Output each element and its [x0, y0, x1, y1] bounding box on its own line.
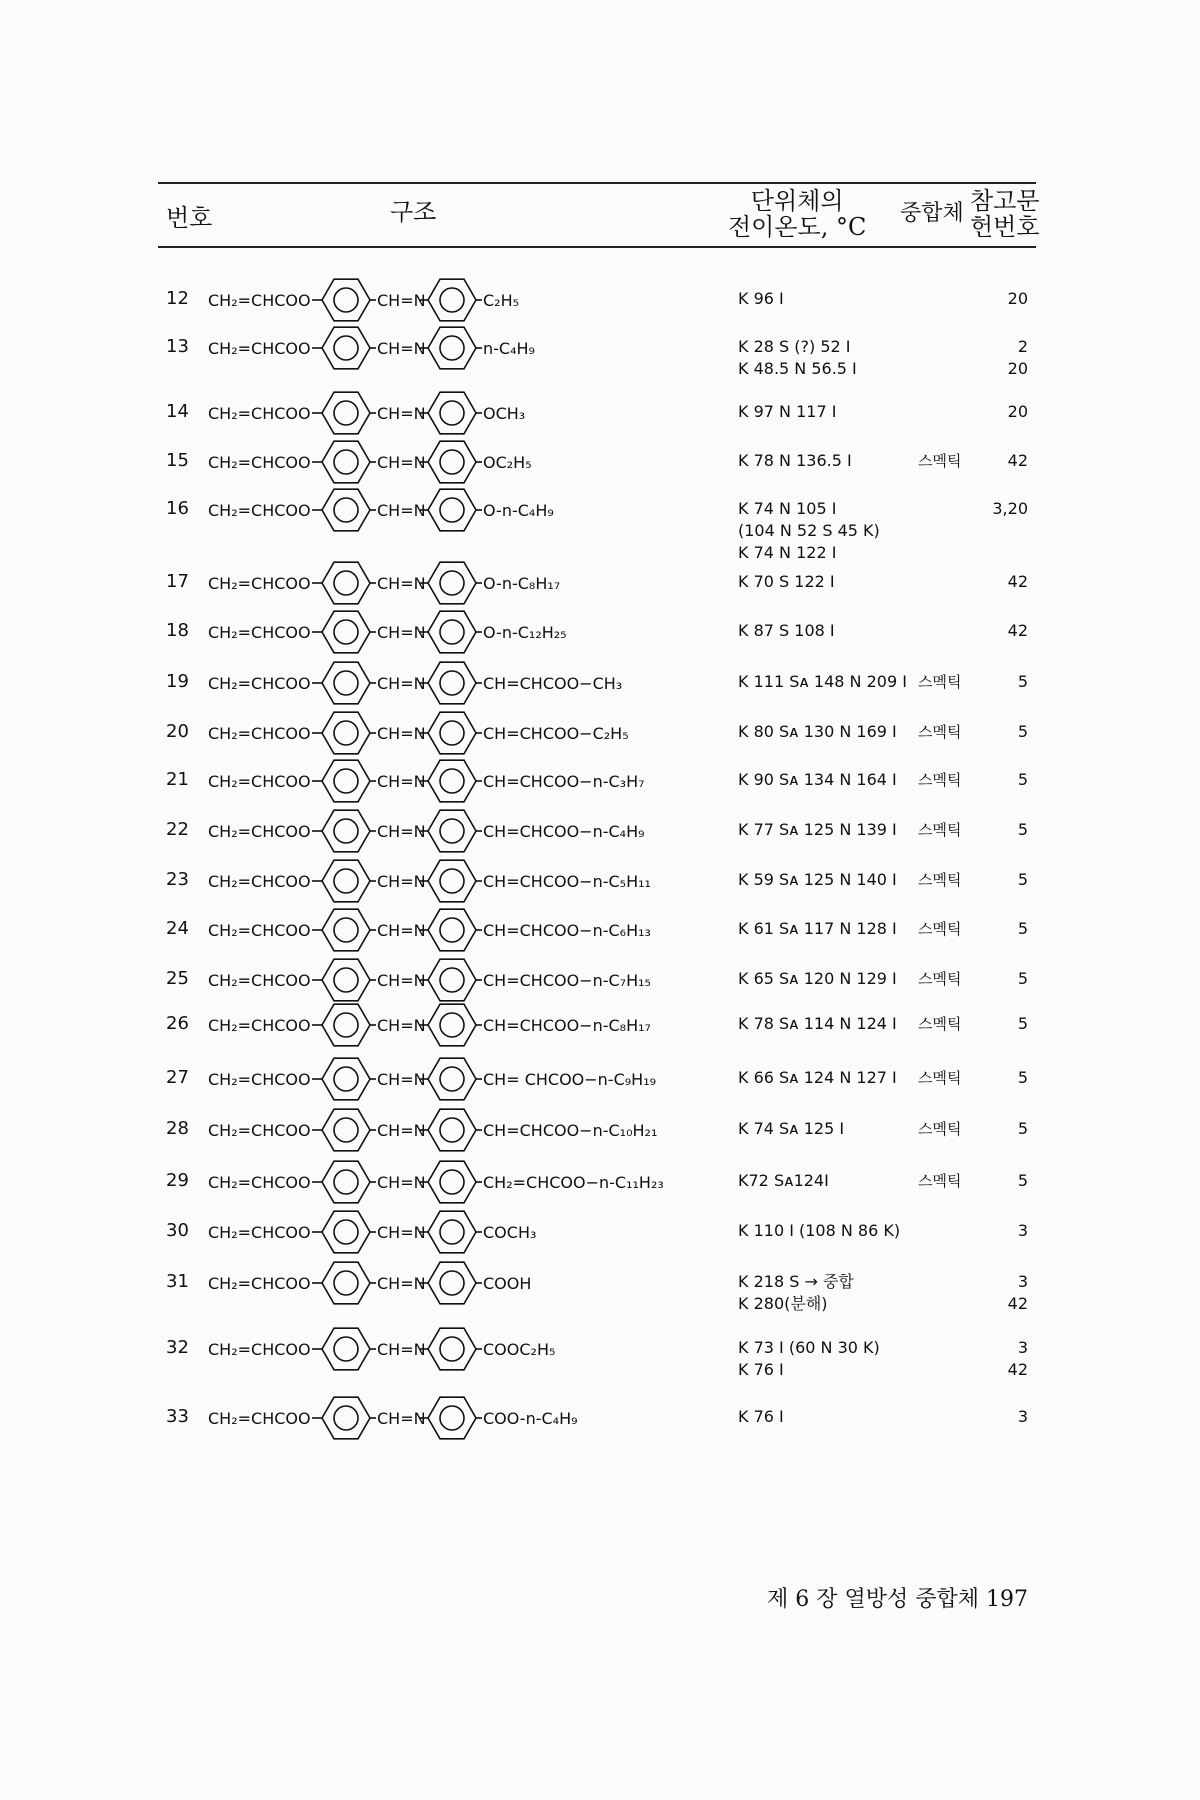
structure-linkage: CH=N — [377, 724, 426, 743]
benzene-ring-circle — [440, 769, 464, 793]
transition-temperature: K 96 I — [738, 289, 784, 308]
structure-right-group: OC₂H₅ — [483, 453, 532, 472]
structure-left-group: CH₂=CHCOO — [208, 574, 311, 593]
benzene-ring-circle — [440, 1170, 464, 1194]
benzene-ring — [322, 1262, 370, 1304]
structure-left-group: CH₂=CHCOO — [208, 1223, 311, 1242]
row-number: 20 — [166, 721, 189, 742]
structure-left-group: CH₂=CHCOO — [208, 971, 311, 990]
benzene-ring — [428, 760, 476, 802]
reference-number: 3 — [1017, 1407, 1028, 1426]
header-polymer: 중합체 — [900, 201, 964, 226]
benzene-ring — [428, 1262, 476, 1304]
reference-number: 3,20 — [992, 499, 1028, 518]
structure-linkage: CH=N — [377, 674, 426, 693]
benzene-ring — [322, 1004, 370, 1046]
structure-right-group: CH=CHCOO−n-C₄H₉ — [483, 822, 645, 841]
benzene-ring-circle — [440, 1406, 464, 1430]
structure-left-group: CH₂=CHCOO — [208, 921, 311, 940]
structure-svg — [208, 861, 728, 901]
benzene-ring — [322, 959, 370, 1001]
polymer-phase: 스멕틱 — [918, 1120, 962, 1138]
benzene-ring-circle — [440, 1013, 464, 1037]
benzene-ring — [428, 562, 476, 604]
structure-right-group: CH=CHCOO−n-C₆H₁₃ — [483, 921, 651, 940]
structure-right-group: CH=CHCOO−n-C₈H₁₇ — [483, 1016, 651, 1035]
structure-left-group: CH₂=CHCOO — [208, 872, 311, 891]
reference-number: 5 — [1017, 672, 1028, 691]
structure-linkage: CH=N — [377, 1223, 426, 1242]
reference-number: 5 — [1017, 770, 1028, 789]
transition-temperature: K 78 Sᴀ 114 N 124 I — [738, 1014, 897, 1033]
structure-svg — [208, 663, 728, 703]
benzene-ring-circle — [334, 1013, 358, 1037]
benzene-ring — [428, 1397, 476, 1439]
benzene-ring — [322, 392, 370, 434]
structure-left-group: CH₂=CHCOO — [208, 1409, 311, 1428]
page-footer: 제 6 장 열방성 중합체 197 — [767, 1587, 1028, 1612]
polymer-phase: 스멕틱 — [918, 1015, 962, 1033]
structure-right-group: O-n-C₄H₉ — [483, 501, 554, 520]
row-number: 28 — [166, 1118, 189, 1139]
structure-svg — [208, 910, 728, 950]
structure-right-group: CH=CHCOO−n-C₃H₇ — [483, 772, 645, 791]
benzene-ring-circle — [440, 288, 464, 312]
structure-linkage: CH=N — [377, 772, 426, 791]
benzene-ring-circle — [334, 1170, 358, 1194]
transition-temperature: K 76 I — [738, 1407, 784, 1426]
benzene-ring-circle — [334, 869, 358, 893]
benzene-ring — [322, 1397, 370, 1439]
benzene-ring-circle — [334, 671, 358, 695]
structure-right-group: CH₂=CHCOO−n-C₁₁H₂₃ — [483, 1173, 664, 1192]
header-number: 번호 — [166, 204, 213, 232]
structure-svg — [208, 761, 728, 801]
reference-number: 20 — [1007, 289, 1028, 308]
reference-number: 5 — [1017, 1171, 1028, 1190]
structure-svg — [208, 713, 728, 753]
row-number: 22 — [166, 819, 189, 840]
benzene-ring-circle — [440, 968, 464, 992]
benzene-ring-circle — [334, 721, 358, 745]
structure-linkage: CH=N — [377, 501, 426, 520]
benzene-ring — [322, 562, 370, 604]
benzene-ring-circle — [440, 721, 464, 745]
benzene-ring — [428, 392, 476, 434]
transition-temperature: K 97 N 117 I — [738, 402, 837, 421]
benzene-ring-circle — [440, 671, 464, 695]
transition-temperature: K 78 N 136.5 I — [738, 451, 852, 470]
row-number: 29 — [166, 1170, 189, 1191]
transition-temperature: K 70 S 122 I — [738, 572, 835, 591]
reference-number: 3 42 — [1007, 1338, 1028, 1379]
transition-temperature: K 66 Sᴀ 124 N 127 I — [738, 1068, 897, 1087]
header-transition-temperature: 단위체의 전이온도, °C — [728, 187, 867, 241]
structure-left-group: CH₂=CHCOO — [208, 404, 311, 423]
benzene-ring — [322, 1109, 370, 1151]
benzene-ring-circle — [334, 968, 358, 992]
structure-right-group: O-n-C₁₂H₂₅ — [483, 623, 567, 642]
row-number: 13 — [166, 336, 189, 357]
transition-temperature: K 110 I (108 N 86 K) — [738, 1221, 901, 1240]
row-number: 16 — [166, 498, 189, 519]
benzene-ring-circle — [334, 401, 358, 425]
structure-left-group: CH₂=CHCOO — [208, 772, 311, 791]
structure-linkage: CH=N — [377, 1121, 426, 1140]
benzene-ring — [322, 1058, 370, 1100]
transition-temperature: K 61 Sᴀ 117 N 128 I — [738, 919, 897, 938]
benzene-ring — [322, 1161, 370, 1203]
transition-temperature: K 65 Sᴀ 120 N 129 I — [738, 969, 897, 988]
reference-number: 5 — [1017, 919, 1028, 938]
reference-number: 5 — [1017, 820, 1028, 839]
structure-linkage: CH=N — [377, 872, 426, 891]
structure-svg — [208, 393, 728, 433]
row-number: 24 — [166, 918, 189, 939]
structure-right-group: CH=CHCOO−n-C₅H₁₁ — [483, 872, 651, 891]
benzene-ring — [428, 1004, 476, 1046]
structure-svg — [208, 1398, 728, 1438]
structure-right-group: COOH — [483, 1274, 532, 1293]
structure-left-group: CH₂=CHCOO — [208, 724, 311, 743]
benzene-ring-circle — [440, 1220, 464, 1244]
benzene-ring — [428, 611, 476, 653]
benzene-ring-circle — [440, 336, 464, 360]
structure-left-group: CH₂=CHCOO — [208, 1070, 311, 1089]
structure-svg — [208, 563, 728, 603]
benzene-ring-circle — [334, 819, 358, 843]
transition-temperature: K 87 S 108 I — [738, 621, 835, 640]
benzene-ring — [322, 327, 370, 369]
benzene-ring-circle — [440, 1067, 464, 1091]
reference-number: 5 — [1017, 1119, 1028, 1138]
benzene-ring-circle — [334, 1271, 358, 1295]
benzene-ring — [322, 760, 370, 802]
benzene-ring — [322, 1211, 370, 1253]
structure-left-group: CH₂=CHCOO — [208, 501, 311, 520]
structure-right-group: n-C₄H₉ — [483, 339, 535, 358]
transition-temperature: K 59 Sᴀ 125 N 140 I — [738, 870, 897, 889]
reference-number: 20 — [1007, 402, 1028, 421]
benzene-ring-circle — [440, 1337, 464, 1361]
structure-svg — [208, 328, 728, 368]
benzene-ring — [428, 1328, 476, 1370]
structure-right-group: CH=CHCOO−CH₃ — [483, 674, 623, 693]
structure-linkage: CH=N — [377, 404, 426, 423]
structure-right-group: OCH₃ — [483, 404, 526, 423]
structure-left-group: CH₂=CHCOO — [208, 674, 311, 693]
benzene-ring-circle — [440, 571, 464, 595]
table-header — [158, 182, 1040, 248]
structure-right-group: COO-n-C₄H₉ — [483, 1409, 578, 1428]
benzene-ring — [428, 860, 476, 902]
structure-linkage: CH=N — [377, 339, 426, 358]
structure-linkage: CH=N — [377, 1016, 426, 1035]
polymer-phase: 스멕틱 — [918, 970, 962, 988]
reference-number: 3 — [1017, 1221, 1028, 1240]
polymer-phase: 스멕틱 — [918, 1172, 962, 1190]
row-number: 25 — [166, 968, 189, 989]
structure-right-group: O-n-C₈H₁₇ — [483, 574, 561, 593]
reference-number: 2 20 — [1007, 337, 1028, 378]
polymer-phase: 스멕틱 — [918, 1069, 962, 1087]
benzene-ring-circle — [440, 869, 464, 893]
benzene-ring — [428, 712, 476, 754]
benzene-ring-circle — [440, 1271, 464, 1295]
benzene-ring-circle — [334, 1220, 358, 1244]
benzene-ring-circle — [440, 1118, 464, 1142]
row-number: 23 — [166, 869, 189, 890]
structure-svg — [208, 442, 728, 482]
structure-left-group: CH₂=CHCOO — [208, 1121, 311, 1140]
benzene-ring-circle — [334, 450, 358, 474]
chemical-structure — [208, 1398, 888, 1438]
benzene-ring-circle — [334, 288, 358, 312]
benzene-ring — [428, 909, 476, 951]
reference-number: 42 — [1007, 451, 1028, 470]
structure-linkage: CH=N — [377, 291, 426, 310]
structure-right-group: CH=CHCOO−n-C₇H₁₅ — [483, 971, 651, 990]
structure-svg — [208, 612, 728, 652]
header-reference: 참고문 헌번호 — [970, 187, 1040, 241]
row-number: 32 — [166, 1337, 189, 1358]
benzene-ring — [428, 489, 476, 531]
benzene-ring-circle — [334, 571, 358, 595]
transition-temperature: K 218 S → 중합 K 280(분해) — [738, 1272, 854, 1313]
transition-temperature: K 74 Sᴀ 125 I — [738, 1119, 845, 1138]
reference-number: 42 — [1007, 572, 1028, 591]
row-number: 19 — [166, 671, 189, 692]
benzene-ring — [428, 662, 476, 704]
structure-svg — [208, 1212, 728, 1252]
benzene-ring — [428, 1109, 476, 1151]
reference-number: 5 — [1017, 722, 1028, 741]
benzene-ring — [322, 1328, 370, 1370]
structure-right-group: CH=CHCOO−n-C₁₀H₂₁ — [483, 1121, 658, 1140]
benzene-ring — [322, 611, 370, 653]
row-number: 30 — [166, 1220, 189, 1241]
structure-left-group: CH₂=CHCOO — [208, 339, 311, 358]
polymer-phase: 스멕틱 — [918, 723, 962, 741]
reference-number: 42 — [1007, 621, 1028, 640]
benzene-ring-circle — [334, 769, 358, 793]
structure-left-group: CH₂=CHCOO — [208, 1016, 311, 1035]
row-number: 17 — [166, 571, 189, 592]
structure-left-group: CH₂=CHCOO — [208, 1274, 311, 1293]
header-structure: 구조 — [390, 198, 437, 226]
structure-svg — [208, 280, 728, 320]
benzene-ring — [428, 327, 476, 369]
polymer-phase: 스멕틱 — [918, 771, 962, 789]
transition-temperature: K 111 Sᴀ 148 N 209 I — [738, 672, 907, 691]
polymer-phase: 스멕틱 — [918, 452, 962, 470]
structure-svg — [208, 1005, 728, 1045]
row-number: 21 — [166, 769, 189, 790]
benzene-ring — [322, 441, 370, 483]
benzene-ring — [428, 279, 476, 321]
transition-temperature: K 77 Sᴀ 125 N 139 I — [738, 820, 897, 839]
benzene-ring — [428, 1161, 476, 1203]
structure-left-group: CH₂=CHCOO — [208, 453, 311, 472]
chemical-structure — [208, 280, 888, 320]
benzene-ring-circle — [440, 819, 464, 843]
benzene-ring — [322, 810, 370, 852]
benzene-ring — [322, 279, 370, 321]
row-number: 26 — [166, 1013, 189, 1034]
structure-linkage: CH=N — [377, 453, 426, 472]
transition-temperature: K 90 Sᴀ 134 N 164 I — [738, 770, 897, 789]
structure-linkage: CH=N — [377, 1409, 426, 1428]
structure-svg — [208, 1110, 728, 1150]
row-number: 27 — [166, 1067, 189, 1088]
row-number: 31 — [166, 1271, 189, 1292]
structure-linkage: CH=N — [377, 574, 426, 593]
benzene-ring-circle — [440, 401, 464, 425]
reference-number: 5 — [1017, 1068, 1028, 1087]
benzene-ring-circle — [334, 1337, 358, 1361]
transition-temperature: K 80 Sᴀ 130 N 169 I — [738, 722, 897, 741]
benzene-ring-circle — [334, 336, 358, 360]
benzene-ring — [322, 909, 370, 951]
benzene-ring-circle — [334, 918, 358, 942]
transition-temperature: K 28 S (?) 52 I K 48.5 N 56.5 I — [738, 337, 857, 378]
benzene-ring-circle — [440, 918, 464, 942]
structure-left-group: CH₂=CHCOO — [208, 822, 311, 841]
benzene-ring-circle — [334, 1067, 358, 1091]
benzene-ring — [322, 712, 370, 754]
benzene-ring — [428, 959, 476, 1001]
reference-number: 5 — [1017, 1014, 1028, 1033]
benzene-ring-circle — [440, 620, 464, 644]
benzene-ring — [428, 1211, 476, 1253]
structure-linkage: CH=N — [377, 623, 426, 642]
structure-linkage: CH=N — [377, 822, 426, 841]
benzene-ring — [322, 489, 370, 531]
structure-svg — [208, 1263, 728, 1303]
structure-left-group: CH₂=CHCOO — [208, 623, 311, 642]
benzene-ring — [428, 441, 476, 483]
row-number: 18 — [166, 620, 189, 641]
polymer-phase: 스멕틱 — [918, 673, 962, 691]
structure-left-group: CH₂=CHCOO — [208, 1173, 311, 1192]
transition-temperature: K72 Sᴀ124I — [738, 1171, 829, 1190]
structure-linkage: CH=N — [377, 1173, 426, 1192]
polymer-phase: 스멕틱 — [918, 821, 962, 839]
benzene-ring-circle — [334, 498, 358, 522]
reference-number: 5 — [1017, 969, 1028, 988]
structure-right-group: COOC₂H₅ — [483, 1340, 556, 1359]
structure-linkage: CH=N — [377, 1070, 426, 1089]
row-number: 33 — [166, 1406, 189, 1427]
structure-svg — [208, 1162, 728, 1202]
benzene-ring-circle — [440, 498, 464, 522]
polymer-phase: 스멕틱 — [918, 920, 962, 938]
structure-right-group: COCH₃ — [483, 1223, 537, 1242]
benzene-ring-circle — [334, 620, 358, 644]
structure-right-group: C₂H₅ — [483, 291, 520, 310]
structure-svg — [208, 960, 728, 1000]
benzene-ring — [322, 860, 370, 902]
benzene-ring-circle — [334, 1406, 358, 1430]
row-number: 14 — [166, 401, 189, 422]
structure-linkage: CH=N — [377, 921, 426, 940]
row-number: 15 — [166, 450, 189, 471]
structure-svg — [208, 1329, 728, 1369]
structure-right-group: CH=CHCOO−C₂H₅ — [483, 724, 629, 743]
structure-linkage: CH=N — [377, 1340, 426, 1359]
structure-left-group: CH₂=CHCOO — [208, 291, 311, 310]
structure-left-group: CH₂=CHCOO — [208, 1340, 311, 1359]
structure-linkage: CH=N — [377, 971, 426, 990]
structure-svg — [208, 811, 728, 851]
benzene-ring — [428, 1058, 476, 1100]
transition-temperature: K 74 N 105 I (104 N 52 S 45 K) K 74 N 122 I — [738, 499, 880, 562]
structure-svg — [208, 1059, 728, 1099]
reference-number: 3 42 — [1007, 1272, 1028, 1313]
structure-right-group: CH= CHCOO−n-C₉H₁₉ — [483, 1070, 657, 1089]
benzene-ring-circle — [440, 450, 464, 474]
row-number: 12 — [166, 288, 189, 309]
transition-temperature: K 73 I (60 N 30 K) K 76 I — [738, 1338, 880, 1379]
benzene-ring-circle — [334, 1118, 358, 1142]
benzene-ring — [428, 810, 476, 852]
structure-linkage: CH=N — [377, 1274, 426, 1293]
benzene-ring — [322, 662, 370, 704]
structure-svg — [208, 490, 728, 530]
polymer-phase: 스멕틱 — [918, 871, 962, 889]
reference-number: 5 — [1017, 870, 1028, 889]
